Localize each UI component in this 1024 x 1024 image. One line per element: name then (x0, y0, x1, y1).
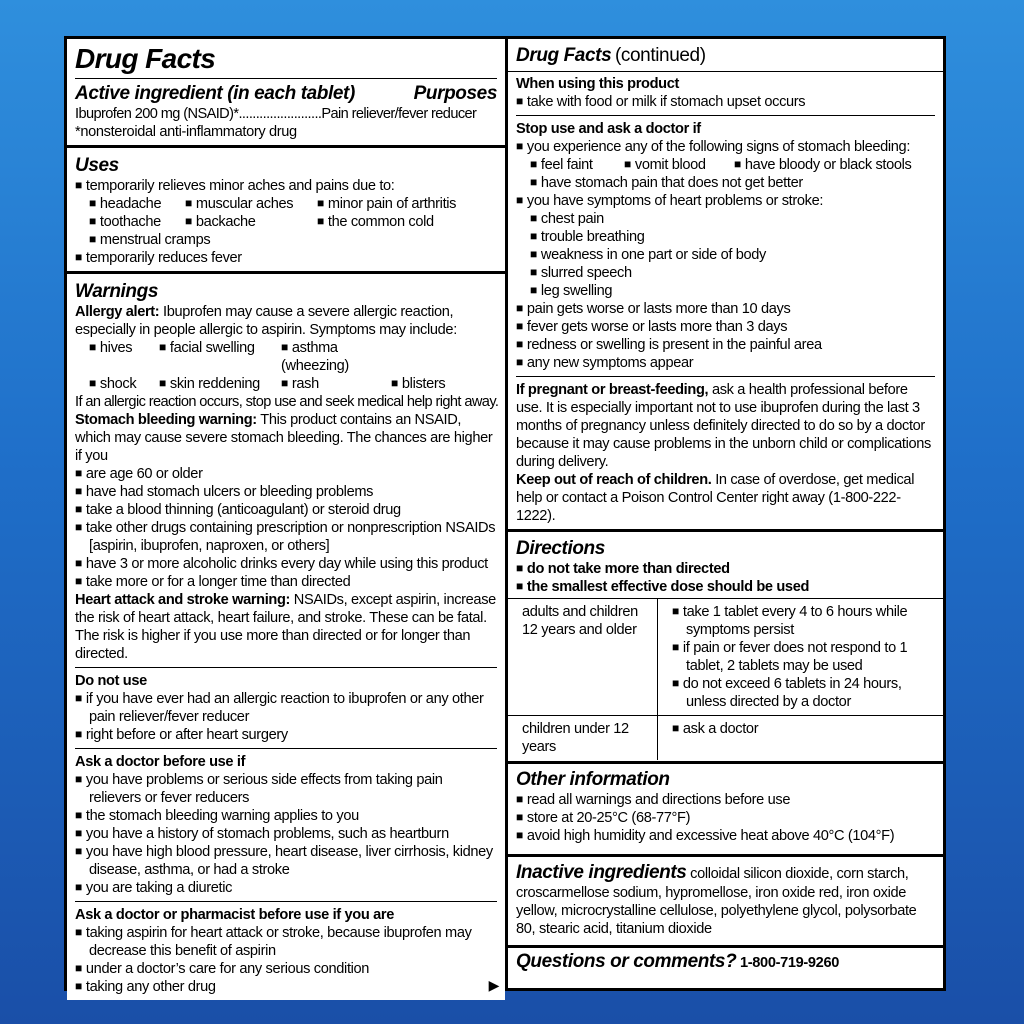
list-item: ■ rash (281, 375, 391, 393)
list-item: ■ take 1 tablet every 4 to 6 hours while symptoms persist (672, 603, 939, 639)
list-item: ■ take with food or milk if stomach upset occurs (516, 93, 935, 111)
dosage-row-1-label: adults and children 12 years and older (508, 599, 658, 715)
list-item: ■ leg swelling (516, 282, 935, 300)
list-item: ■ under a doctor’s care for any serious condition (75, 960, 497, 978)
list-item: ■ store at 20-25°C (68-77°F) (516, 809, 935, 827)
list-item: ■ trouble breathing (516, 228, 935, 246)
questions-phone: 1-800-719-9260 (740, 955, 839, 971)
list-item: ■ have bloody or black stools (734, 156, 935, 174)
list-item: ■ you have high blood pressure, heart disease, liver cirrhosis, kidney disease, asthma, or had a stroke (75, 843, 497, 879)
list-item: ■ the stomach bleeding warning applies to you (75, 807, 497, 825)
list-item: ■ fever gets worse or lasts more than 3 days (516, 318, 935, 336)
allergy-symptoms (75, 339, 497, 393)
dosage-row-2-items (658, 716, 943, 760)
allergy-alert: Allergy alert: Ibuprofen may cause a severe allergic reaction, especially in people allergic to aspirin. Symptoms may include: (75, 304, 457, 338)
list-item: ■ taking any other drug (75, 978, 497, 996)
list-item: ■ have stomach pain that does not get better (516, 174, 935, 192)
questions-heading: Questions or comments? (516, 951, 737, 972)
list-item: ■ if pain or fever does not respond to 1 tablet, 2 tablets may be used (672, 639, 939, 675)
list-item: ■ muscular aches (185, 195, 317, 213)
list-item: ■ are age 60 or older (75, 465, 497, 483)
list-item: ■ any new symptoms appear (516, 354, 935, 372)
nsaid-note: *nonsteroidal anti-inflammatory drug (75, 124, 297, 140)
drug-facts-panel (64, 36, 946, 995)
directions-bold-2: ■ the smallest effective dose should be used (516, 578, 935, 596)
inactive-ingredients-text: colloidal silicon dioxide, corn starch, croscarmellose sodium, hypromellose, iron oxide red, iron oxide yellow, microcrystalline cellulose, polyethylene glycol, polysorbate 80, stearic acid, titanium dioxide (516, 866, 917, 937)
list-item: ■ blisters (391, 375, 497, 393)
list-item: ■ facial swelling (159, 339, 281, 375)
bleeding-signs (516, 156, 935, 174)
list-item: ■ redness or swelling is present in the painful area (516, 336, 935, 354)
list-item: ■ toothache (89, 213, 185, 231)
other-information-section (508, 764, 943, 854)
dosage-row-1-items (658, 599, 943, 715)
directions-bold-1: ■ do not take more than directed (516, 560, 935, 578)
list-item: ■ slurred speech (516, 264, 935, 282)
pregnancy-warning: If pregnant or breast-feeding, ask a health professional before use. It is especially important not to use ibuprofen during the last 3 months of pregnancy unless definitely directed to do so by a doctor because it may cause problems in the unborn child or complications during delivery. (516, 382, 931, 470)
list-item: ■ avoid high humidity and excessive heat above 40°C (104°F) (516, 827, 935, 845)
left-column (67, 39, 505, 995)
list-item: ■ take more or for a longer time than directed (75, 573, 497, 591)
list-item: ■ minor pain of arthritis (317, 195, 497, 213)
list-item: ■ shock (89, 375, 159, 393)
other-information-heading: Other information (516, 769, 670, 790)
continued-title: Drug Facts (continued) (516, 45, 706, 66)
active-ingredient-heading: Active ingredient (in each tablet) (75, 83, 355, 104)
list-item: ■ you experience any of the following signs of stomach bleeding: (516, 138, 935, 156)
list-item: ■ backache (185, 213, 317, 231)
list-item: ■ chest pain (516, 210, 935, 228)
uses-subitems (75, 195, 497, 231)
list-item: ■ do not exceed 6 tablets in 24 hours, unless directed by a doctor (672, 675, 939, 711)
list-item: ■ you have problems or serious side effects from taking pain relievers or fever reducers (75, 771, 497, 807)
list-item: ■ have 3 or more alcoholic drinks every day while using this product (75, 555, 497, 573)
list-item: ■ feel faint (530, 156, 624, 174)
list-item: ■ weakness in one part or side of body (516, 246, 935, 264)
uses-section (67, 148, 505, 271)
uses-item-1: ■ temporarily relieves minor aches and pains due to: (75, 177, 497, 195)
list-item: ■ right before or after heart surgery (75, 726, 497, 744)
questions-section (508, 948, 943, 988)
list-item: ■ have had stomach ulcers or bleeding problems (75, 483, 497, 501)
list-item: ■ read all warnings and directions before use (516, 791, 935, 809)
list-item: ■ pain gets worse or lasts more than 10 days (516, 300, 935, 318)
ask-doctor-heading: Ask a doctor before use if (75, 754, 246, 770)
continued-warnings-section (508, 39, 943, 529)
list-item: ■ skin reddening (159, 375, 281, 393)
stomach-warning: Stomach bleeding warning: This product contains an NSAID, which may cause severe stomach bleeding. The chances are higher if you (75, 412, 493, 464)
list-item: ■ ask a doctor (672, 720, 939, 738)
inactive-ingredients-heading: Inactive ingredients (516, 862, 687, 883)
directions-section (508, 532, 943, 761)
active-ingredient-line: Ibuprofen 200 mg (NSAID)*........................Pain reliever/fever reducer (75, 106, 477, 122)
list-item: ■ hives (89, 339, 159, 375)
do-not-use-heading: Do not use (75, 673, 147, 689)
drug-facts-title: Drug Facts (75, 43, 216, 74)
warnings-section (67, 274, 505, 1000)
list-item: ■ menstrual cramps (75, 231, 497, 249)
allergy-after: If an allergic reaction occurs, stop use and seek medical help right away. (75, 394, 499, 410)
directions-heading: Directions (516, 538, 605, 559)
purposes-heading: Purposes (413, 83, 497, 104)
keep-out-of-reach: Keep out of reach of children. In case of overdose, get medical help or contact a Poison Control Center right away (1-800-222-1222). (516, 472, 915, 524)
list-item: ■ you have a history of stomach problems, such as heartburn (75, 825, 497, 843)
dosage-row-2-label: children under 12 years (508, 716, 658, 760)
list-item: ■ take a blood thinning (anticoagulant) or steroid drug (75, 501, 497, 519)
list-item: ■ you have symptoms of heart problems or stroke: (516, 192, 935, 210)
when-using-heading: When using this product (516, 76, 680, 92)
list-item: ■ the common cold (317, 213, 497, 231)
right-column (508, 39, 943, 988)
heart-warning: Heart attack and stroke warning: NSAIDs, except aspirin, increase the risk of heart attack, heart failure, and stroke. These can be fatal. The risk is higher if you use more than directed or for longer than directed. (75, 592, 496, 662)
list-item: ■ if you have ever had an allergic reaction to ibuprofen or any other pain reliever/fever reducer (75, 690, 497, 726)
inactive-ingredients (516, 862, 935, 938)
ask-pharmacist-heading: Ask a doctor or pharmacist before use if you are (75, 907, 394, 923)
stop-use-heading: Stop use and ask a doctor if (516, 121, 701, 137)
warnings-heading: Warnings (75, 281, 159, 302)
active-ingredient-section (67, 39, 505, 145)
list-item: ■ you are taking a diuretic (75, 879, 497, 897)
list-item: ■ take other drugs containing prescription or nonprescription NSAIDs [aspirin, ibuprofen, naproxen, or others] (75, 519, 497, 555)
continue-arrow-icon: ▶ (488, 977, 499, 993)
list-item: ■ headache (89, 195, 185, 213)
uses-item-2: ■ temporarily reduces fever (75, 249, 497, 267)
list-item: ■ taking aspirin for heart attack or stroke, because ibuprofen may decrease this benefit of aspirin (75, 924, 497, 960)
list-item: ■ asthma (wheezing) (281, 339, 391, 375)
list-item: ■ vomit blood (624, 156, 734, 174)
uses-heading: Uses (75, 155, 119, 176)
dosage-table (508, 598, 943, 760)
inactive-ingredients-section (508, 857, 943, 945)
